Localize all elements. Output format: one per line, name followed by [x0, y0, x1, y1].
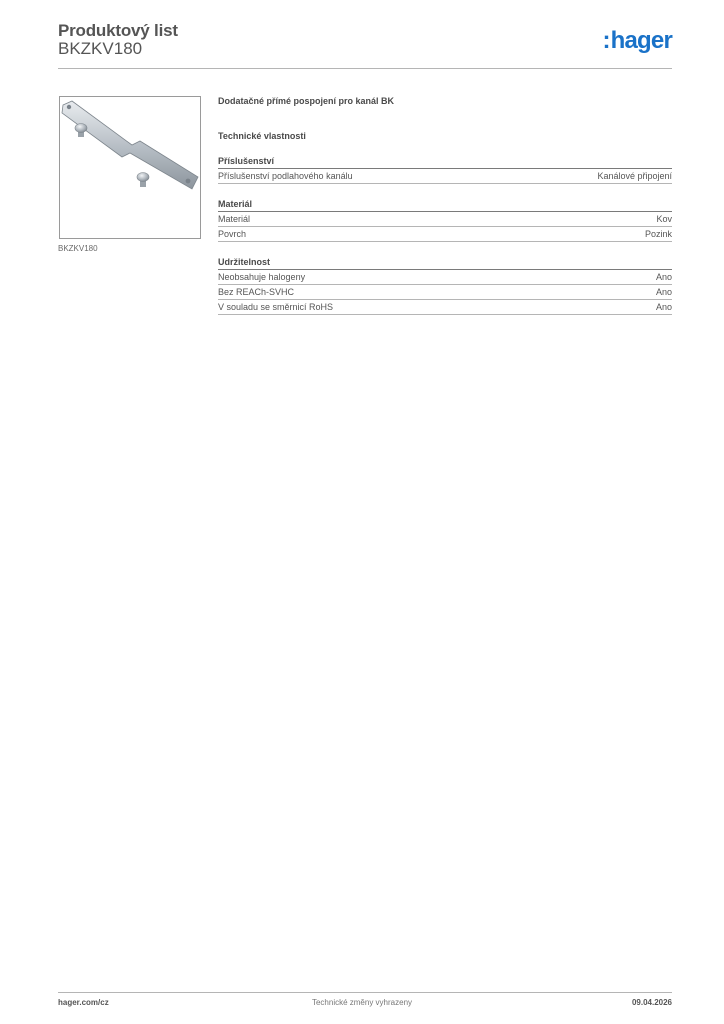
spec-section-sustainability: [218, 257, 672, 315]
section-title: Materiál: [218, 199, 672, 212]
section-title: Udržitelnost: [218, 257, 672, 270]
spec-value: Kov: [656, 214, 672, 224]
product-image: [59, 96, 201, 239]
spec-value: Kanálové připojení: [597, 171, 672, 181]
spec-row: [218, 227, 672, 242]
spec-label: Příslušenství podlahového kanálu: [218, 171, 353, 181]
product-details: [218, 96, 672, 315]
spec-section-material: [218, 199, 672, 242]
spec-value: Pozink: [644, 229, 672, 239]
spec-row: [218, 169, 672, 184]
spec-label: Povrch: [218, 229, 247, 239]
hager-logo: :hager: [602, 27, 672, 54]
spec-label: V souladu se směrnicí RoHS: [218, 302, 334, 312]
footer-website-link[interactable]: hager.com/cz: [58, 998, 109, 1007]
footer-notice: Technické změny vyhrazeny: [311, 998, 413, 1007]
page-title: Produktový list: [58, 21, 178, 40]
header-divider: [58, 68, 672, 69]
technical-properties-heading: Technické vlastnosti: [218, 131, 306, 141]
spec-row: [218, 285, 672, 300]
product-code: BKZKV180: [58, 39, 143, 58]
spec-value: Ano: [655, 287, 672, 297]
footer-divider: [58, 992, 672, 993]
image-caption: BKZKV180: [58, 244, 98, 253]
spec-row: [218, 270, 672, 285]
spec-value: Ano: [655, 302, 672, 312]
spec-value: Ano: [655, 272, 672, 282]
spec-row: [218, 300, 672, 315]
spec-row: [218, 212, 672, 227]
footer-date: 09.04.2026: [631, 998, 672, 1007]
spec-label: Materiál: [218, 214, 251, 224]
product-description: Dodatačné přímé pospojení pro kanál BK: [218, 96, 395, 106]
section-title: Příslušenství: [218, 156, 672, 169]
spec-label: Bez REACh-SVHC: [218, 287, 295, 297]
product-photo-illustration: [60, 97, 200, 238]
spec-section-accessories: [218, 156, 672, 184]
spec-label: Neobsahuje halogeny: [218, 272, 306, 282]
logo-text: hager: [610, 27, 672, 54]
